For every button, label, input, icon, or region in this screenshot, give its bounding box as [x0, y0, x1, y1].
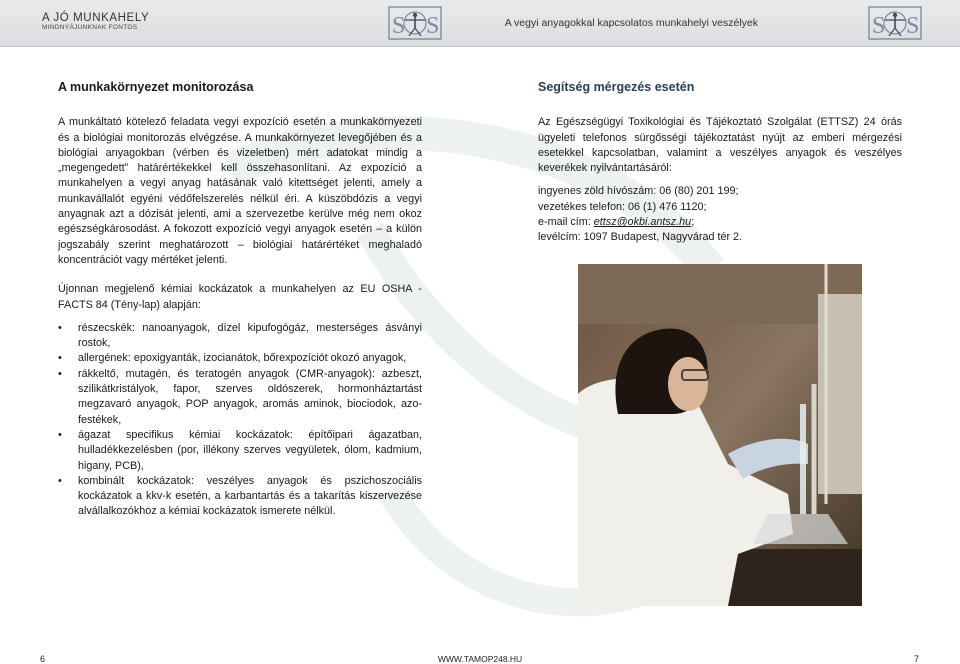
svg-text:S: S [906, 13, 920, 39]
brand [42, 12, 149, 32]
header-title: A vegyi anyagokkal kapcsolatos munkahelyi veszélyek [504, 17, 758, 29]
list-item: • kombinált kockázatok: veszélyes anyagok és pszichoszociális kockázatok a kkv-k esetén, a karbantartás és a takarítás kiszervezése alvállalkozókhoz a kémiai kockázatok ismerete nélkül. [58, 474, 422, 520]
monitoring-paragraph: A munkáltató kötelező feladata vegyi expozíció esetén a munkakörnyezeti és a biológiai monitorozás elvégzése. A munkakörnyezet levegőjében és a biológiai anyagokban (vérben és vizeletben) mért adatokat mindig a „megengedett” határértékekkel kell összehasonlítani. Az expozíció a munkahelyen a vegyi anyag hatásának való kitettséget jelenti, amely a munkavállalót egyéni védőfelszerelés nélkül éri. A küszöbdózis a vegyi anyagnak azt a dózisát jelenti, ami a szervezetbe kerülve még nem okoz egészségkárosodást. A fokozott expozíció vegyi anyagok esetén – a külön jogszabály szerint meghatározott – biológiai határértéket meghaladó koncentrációt vagy mértéket jelenti. [58, 116, 422, 266]
svg-text:S: S [872, 13, 886, 39]
svg-text:S: S [392, 13, 406, 39]
brand-tagline: MINDNYÁJUNKNAK FONTOS [42, 24, 138, 31]
svg-text:S: S [426, 13, 440, 39]
footer-url[interactable]: WWW.TAMOP248.HU [437, 654, 523, 664]
postal-address: levélcím: 1097 Budapest, Nagyvárad tér 2. [538, 231, 743, 244]
contact-block [538, 184, 902, 245]
list-item: • rákkeltő, mutagén, és teratogén anyagok (CMR-anyagok): azbeszt, szilikátkristályok, fapor, szerves oldószerek, hormonháztartást megzavaró anyagok, POP anyagok, aromás aminok, biociodok, azo-festékek, [58, 367, 422, 428]
ettsz-paragraph: Az Egészségügyi Toxikológiai és Tájékoztató Szolgálat (ETTSZ) 24 órás ügyeleti telefonos sürgősségi tájékoztatást nyújt az emberi mérgezési esetekkel kapcsolatban, valamint a veszélyes anyagok és veszélyes keverékek nyilvántartásáról: [538, 116, 902, 175]
email-link[interactable]: ettsz@okbi.antsz.hu [593, 216, 692, 229]
vitruvian-logo-left-icon [388, 6, 442, 40]
right-column [538, 80, 902, 246]
emerging-risks-intro: Újonnan megjelenő kémiai kockázatok a munkahelyen az EU OSHA - FACTS 84 (Tény-lap) alapján: [58, 283, 422, 311]
email-label: e-mail cím: [538, 216, 594, 229]
email-line [538, 215, 902, 230]
page-number-left: 6 [40, 654, 46, 664]
risk-list [58, 321, 422, 520]
page-header [0, 0, 960, 47]
section-heading-poisoning-help: Segítség mérgezés esetén [538, 80, 695, 94]
landline-phone: vezetékes telefon: 06 (1) 476 1120; [538, 200, 707, 213]
list-item: • ágazat specifikus kémiai kockázatok: építőipari ágazatban, hulladékkezelésben (por, illékony szerves vegyületek, ólom, kadmium, higany, PCB), [58, 428, 422, 474]
lab-photo [578, 264, 862, 606]
list-item: • részecskék: nanoanyagok, dízel kipufogógáz, mesterséges ásványi rostok, [58, 321, 422, 352]
section-heading-monitoring: A munkakörnyezet monitorozása [58, 80, 254, 94]
list-item: • allergének: epoxigyanták, izocianátok, bőrexpozíciót okozó anyagok, [58, 351, 422, 366]
brand-name: A JÓ MUNKAHELY [42, 12, 150, 24]
green-phone-line: ingyenes zöld hívószám: 06 (80) 201 199; [538, 185, 739, 198]
email-suffix: ; [691, 216, 695, 229]
vitruvian-logo-right-icon [868, 6, 922, 40]
left-column [58, 80, 422, 520]
page-number-right: 7 [914, 654, 920, 664]
